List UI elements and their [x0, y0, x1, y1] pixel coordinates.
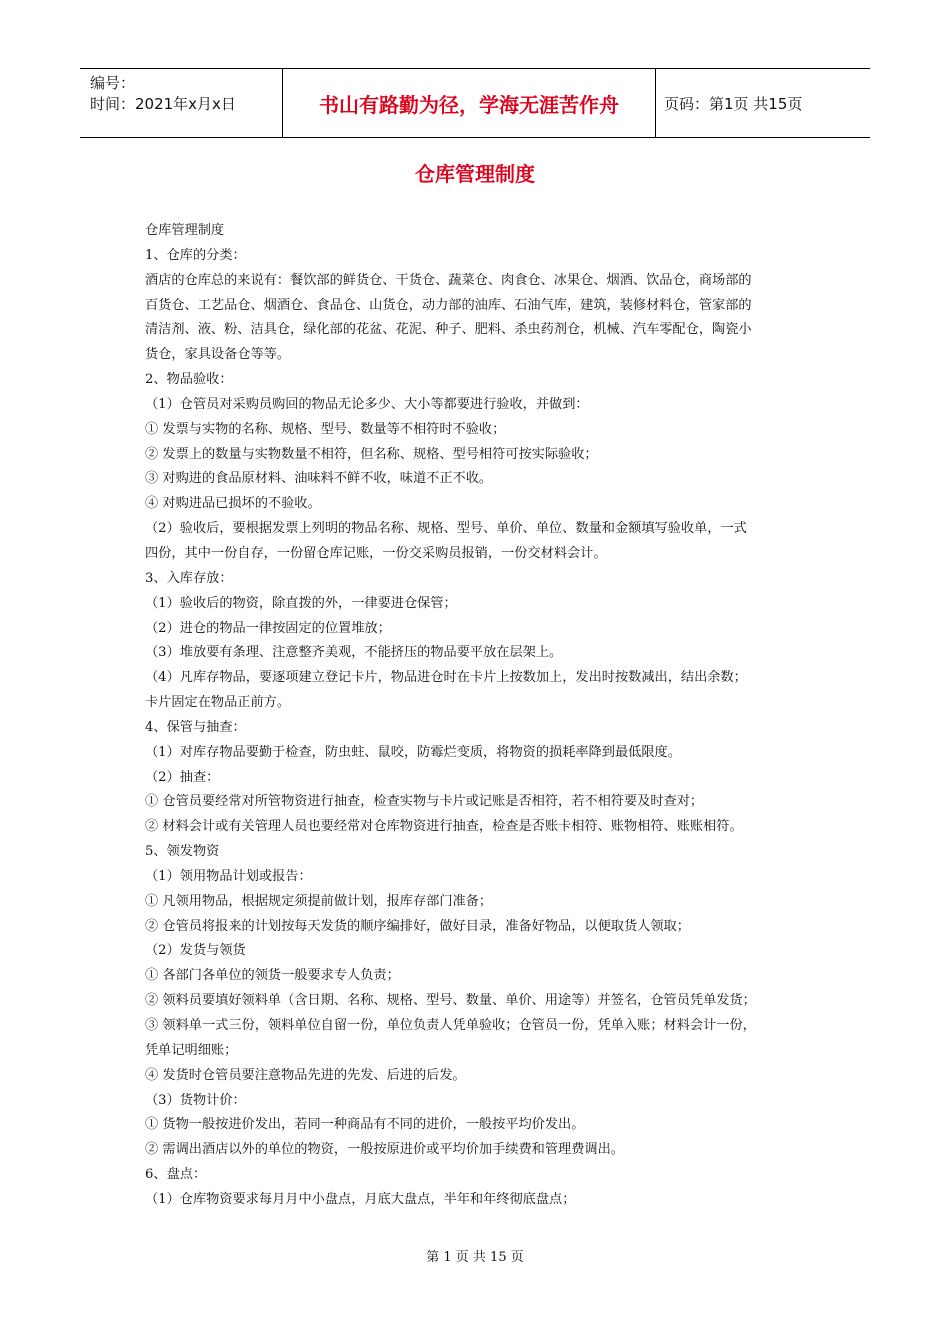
document-title: 仓库管理制度: [415, 162, 535, 186]
body-line: 百货仓、工艺品仓、烟酒仓、食品仓、山货仓，动力部的油库、石油气库，建筑，装修材料仓，管家部的: [145, 297, 752, 313]
body-line: ① 货物一般按进价发出，若同一种商品有不同的进价，一般按平均价发出。: [145, 1117, 585, 1133]
page-header: [80, 68, 870, 138]
body-line: ① 凡领用物品，根据规定须提前做计划，报库存部门准备；: [145, 893, 493, 909]
body-line: 仓库管理制度: [145, 223, 225, 238]
body-line: （3）货物计价：: [145, 1092, 246, 1108]
body-line: 四份，其中一份自存，一份留仓库记账，一份交采购员报销，一份交材料会计。: [145, 545, 607, 561]
body-line: 卡片固定在物品正前方。: [145, 695, 291, 711]
time-label: 时间：2021年x月x日: [90, 95, 236, 113]
body-line: 4、保管与抽查：: [145, 719, 246, 735]
body-line: ② 材料会计或有关管理人员也要经常对仓库物资进行抽查，检查是否账卡相符、账物相符、账账相符。: [145, 819, 743, 835]
body-line: （1）验收后的物资，除直拨的外，一律要进仓保管；: [145, 595, 457, 611]
body-line: （3）堆放要有条理、注意整齐美观，不能挤压的物品要平放在层架上。: [145, 645, 563, 661]
body-line: （1）对库存物品要勤于检查，防虫蛀、鼠咬，防霉烂变质，将物资的损耗率降到最低限度。: [145, 744, 681, 760]
header-motto: 书山有路勤为径，学海无涯苦作舟: [282, 69, 656, 137]
body-line: ③ 领料单一式三份，领料单位自留一份，单位负责人凭单验收；仓管员一份，凭单入账；材料会计一份，: [145, 1018, 756, 1033]
body-line: 6、盘点：: [145, 1167, 207, 1183]
body-line: ④ 对购进品已损坏的不验收。: [145, 496, 321, 512]
body-line: ④ 发货时仓管员要注意物品先进的先发、后进的后发。: [145, 1067, 466, 1083]
body-line: （2）抽查：: [145, 769, 220, 785]
body-line: （1）仓库物资要求每月月中小盘点，月底大盘点，半年和年终彻底盘点；: [145, 1191, 576, 1207]
body-line: ① 仓管员要经常对所管物资进行抽查，检查实物与卡片或记账是否相符，若不相符要及时查对；: [145, 794, 704, 810]
body-line: （4）凡库存物品，要逐项建立登记卡片，物品进仓时在卡片上按数加上，发出时按数减出，结出余数；: [145, 670, 747, 686]
body-line: 2、物品验收：: [145, 372, 233, 388]
body-line: ② 仓管员将报来的计划按每天发货的顺序编排好，做好目录，准备好物品，以便取货人领取；: [145, 918, 690, 934]
body-line: 3、入库存放：: [145, 570, 233, 586]
header-page-code: 页码：第1页 共15页: [664, 94, 803, 113]
body-line: ① 发票与实物的名称、规格、型号、数量等不相符时不验收；: [145, 421, 506, 437]
body-line: ② 领料员要填好领料单（含日期、名称、规格、型号、数量、单价、用途等）并签名，仓管员凭单发货；: [145, 993, 756, 1009]
body-line: （2）进仓的物品一律按固定的位置堆放；: [145, 620, 391, 636]
body-line: 货仓，家具设备仓等等。: [145, 347, 291, 363]
document-body: [145, 219, 820, 1213]
body-line: ② 需调出酒店以外的单位的物资，一般按原进价或平均价加手续费和管理费调出。: [145, 1142, 624, 1158]
body-line: （1）仓管员对采购员购回的物品无论多少、大小等都要进行验收，并做到：: [145, 396, 589, 412]
body-line: ① 各部门各单位的领货一般要求专人负责；: [145, 968, 400, 984]
body-line: 酒店的仓库总的来说有：餐饮部的鲜货仓、干货仓、蔬菜仓、肉食仓、冰果仓、烟酒、饮品仓，商场部的: [145, 272, 752, 288]
body-line: 凭单记明细账；: [145, 1042, 238, 1058]
header-meta: [90, 73, 236, 115]
body-line: 清洁剂、液、粉、洁具仓，绿化部的花盆、花泥、种子、肥料、杀虫药剂仓，机械、汽车零配仓，陶瓷小: [145, 322, 752, 338]
body-line: 1、仓库的分类：: [145, 247, 246, 263]
body-line: ③ 对购进的食品原材料、油味料不鲜不收，味道不正不收。: [145, 471, 493, 487]
number-label: 编号：: [90, 74, 136, 92]
body-line: 5、领发物资: [145, 844, 220, 860]
body-line: （2）验收后，要根据发票上列明的物品名称、规格、型号、单价、单位、数量和金额填写验收单，一式: [145, 521, 747, 537]
page-footer: 第 1 页 共 15 页: [426, 1250, 524, 1265]
body-line: （1）领用物品计划或报告：: [145, 868, 312, 884]
body-line: （2）发货与领货: [145, 943, 246, 959]
body-line: ② 发票上的数量与实物数量不相符，但名称、规格、型号相符可按实际验收；: [145, 446, 598, 462]
